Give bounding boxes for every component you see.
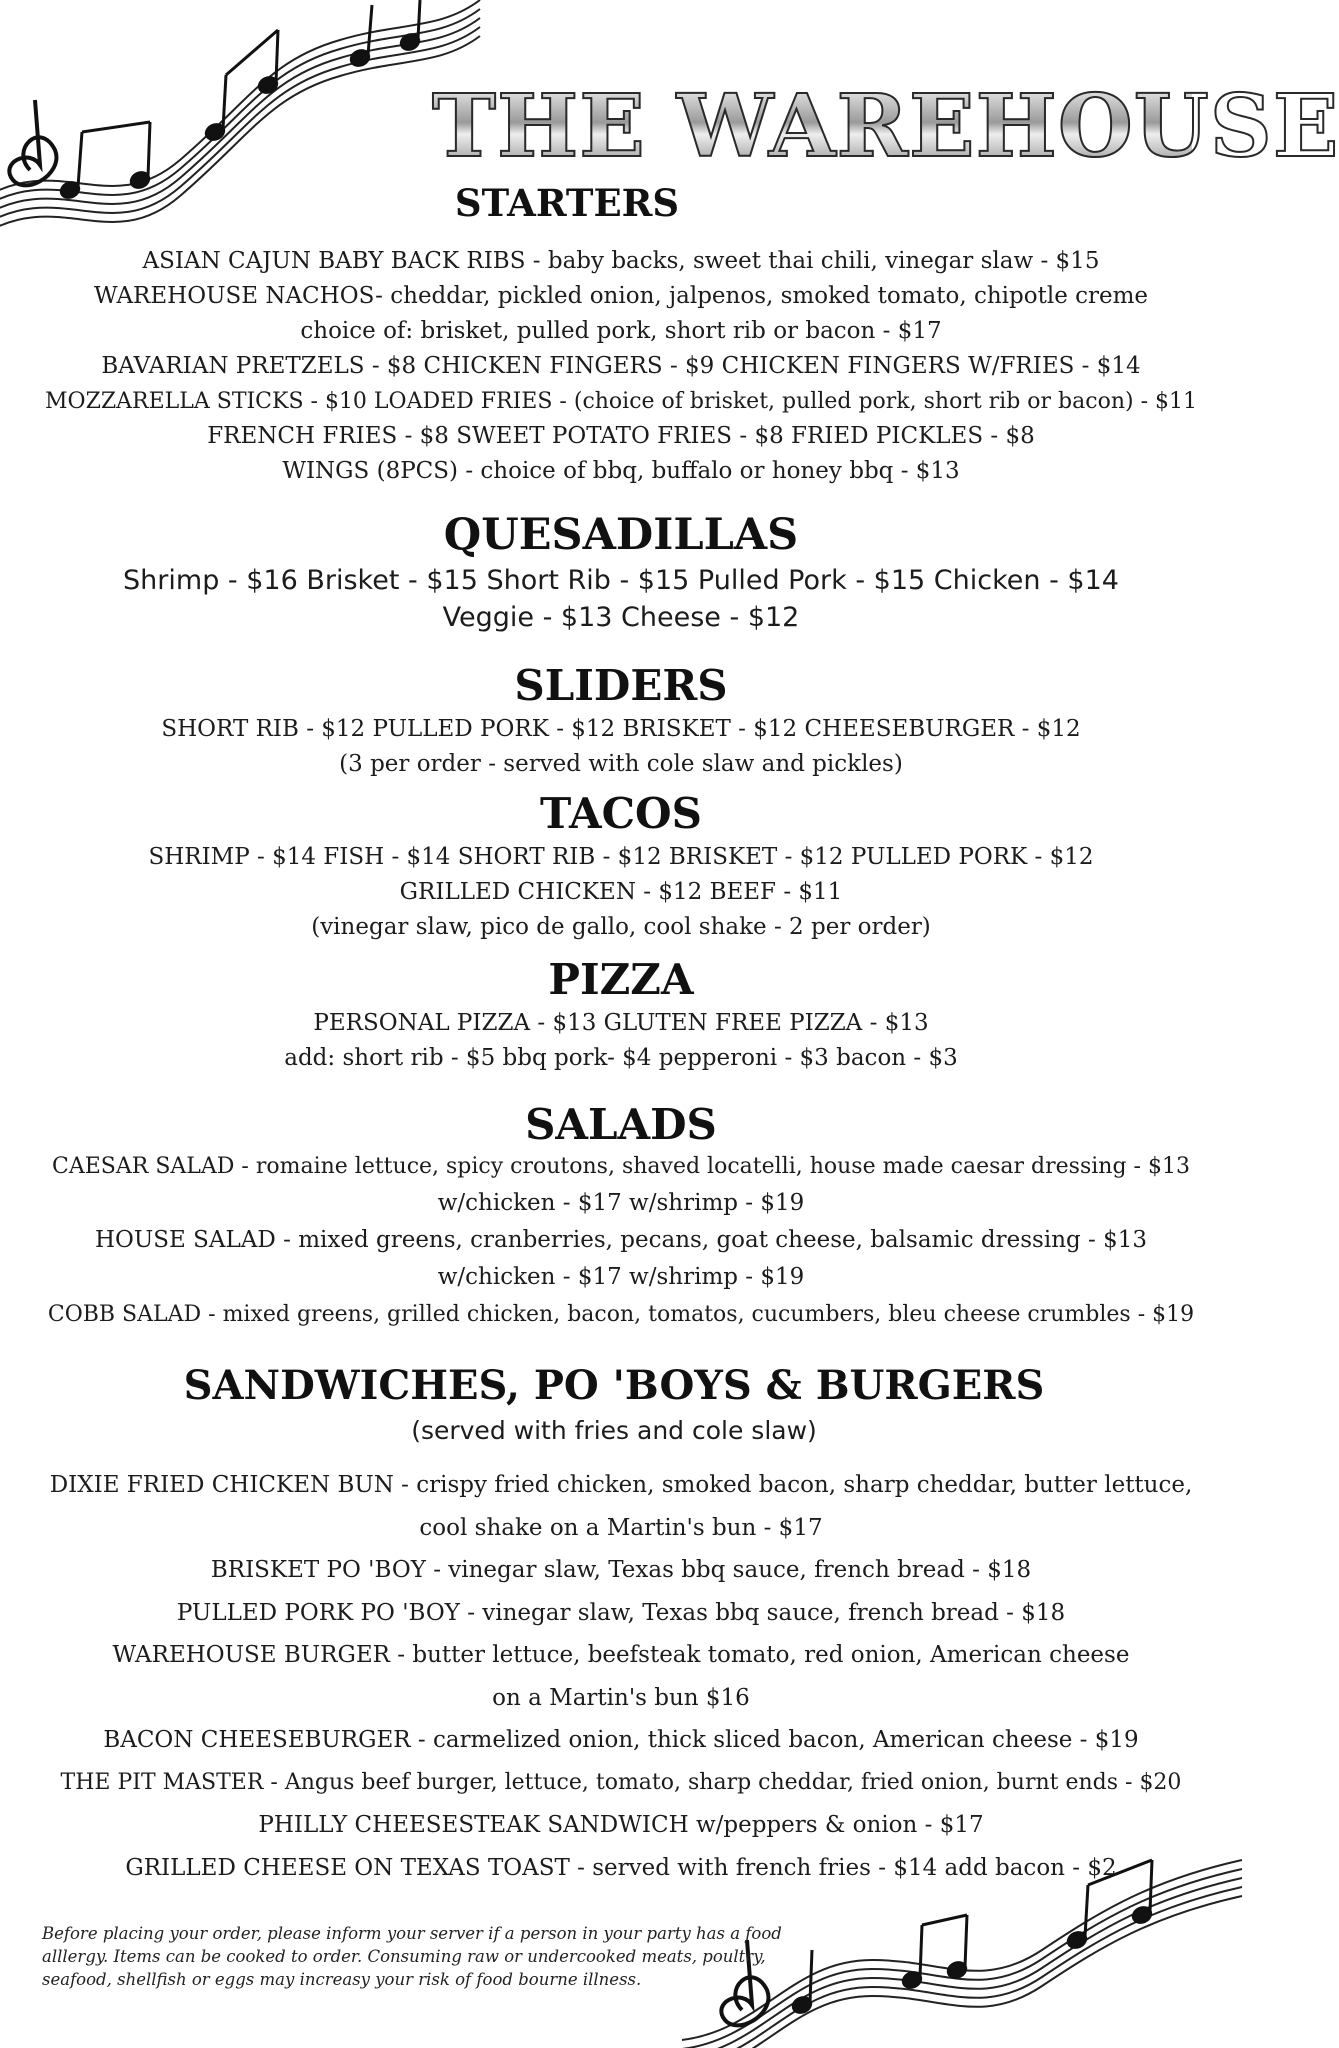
menu-line: choice of: brisket, pulled pork, short rib or bacon - $17 <box>300 318 942 344</box>
menu-line: (3 per order - served with cole slaw and pickles) <box>339 751 903 777</box>
disclaimer-line: alllergy. Items can be cooked to order. Consuming raw or undercooked meats, poultry, <box>42 1947 766 1966</box>
menu-line: COBB SALAD - mixed greens, grilled chicken, bacon, tomatos, cucumbers, bleu cheese crumbles - $19 <box>47 1302 1195 1327</box>
section-heading-tacos: TACOS <box>540 789 702 838</box>
menu-line: PULLED PORK PO 'BOY - vinegar slaw, Texas bbq sauce, french bread - $18 <box>176 1599 1066 1626</box>
menu-line: FRENCH FRIES - $8 SWEET POTATO FRIES - $8 FRIED PICKLES - $8 <box>207 423 1035 449</box>
section-subheading: (served with fries and cole slaw) <box>411 1416 817 1445</box>
pizza-section <box>0 954 1242 1076</box>
menu-line: HOUSE SALAD - mixed greens, cranberries, pecans, goat cheese, balsamic dressing - $13 <box>94 1227 1148 1253</box>
menu-line: SHRIMP - $14 FISH - $14 SHORT RIB - $12 BRISKET - $12 PULLED PORK - $12 <box>148 844 1094 870</box>
salads-section <box>0 1098 1242 1333</box>
menu-line: ASIAN CAJUN BABY BACK RIBS - baby backs, sweet thai chili, vinegar slaw - $15 <box>142 248 1100 274</box>
menu-line: GRILLED CHICKEN - $12 BEEF - $11 <box>399 879 843 905</box>
sliders-section <box>0 660 1242 782</box>
sandwiches-section <box>0 1358 1242 1889</box>
menu-line: SHORT RIB - $12 PULLED PORK - $12 BRISKET - $12 CHEESEBURGER - $12 <box>161 716 1081 742</box>
menu-line: Shrimp - $16 Brisket - $15 Short Rib - $15 Pulled Pork - $15 Chicken - $14 <box>123 565 1119 596</box>
section-heading-salads: SALADS <box>525 1100 717 1149</box>
section-heading-sandwiches: SANDWICHES, PO 'BOYS & BURGERS <box>183 1362 1045 1409</box>
menu-line: GRILLED CHEESE ON TEXAS TOAST - served with french fries - $14 add bacon - $2 <box>125 1854 1117 1881</box>
menu-line: WAREHOUSE BURGER - butter lettuce, beefsteak tomato, red onion, American cheese <box>112 1642 1130 1668</box>
disclaimer-line: seafood, shellfish or eggs may increasy your risk of food bourne illness. <box>42 1970 642 1989</box>
menu-line: DIXIE FRIED CHICKEN BUN - crispy fried chicken, smoked bacon, sharp cheddar, butter lettuce, <box>49 1472 1193 1498</box>
menu-line: CAESAR SALAD - romaine lettuce, spicy croutons, shaved locatelli, house made caesar dressing - $13 <box>52 1154 1190 1179</box>
disclaimer-line: Before placing your order, please inform your server if a person in your party has a food <box>42 1924 782 1943</box>
section-heading-sliders: SLIDERS <box>514 661 728 710</box>
menu-line: cool shake on a Martin's bun - $17 <box>419 1514 823 1541</box>
menu-line: WAREHOUSE NACHOS- cheddar, pickled onion, jalpenos, smoked tomato, chipotle creme <box>93 283 1149 309</box>
starters-section <box>0 176 1242 489</box>
menu-line: BACON CHEESEBURGER - carmelized onion, thick sliced bacon, American cheese - $19 <box>103 1727 1139 1753</box>
menu-line: PHILLY CHEESESTEAK SANDWICH w/peppers & onion - $17 <box>258 1812 984 1838</box>
menu-line: w/chicken - $17 w/shrimp - $19 <box>437 1190 805 1216</box>
quesadillas-section <box>0 508 1242 636</box>
menu-line: on a Martin's bun $16 <box>492 1684 750 1711</box>
tacos-section <box>0 788 1242 945</box>
menu-line: THE PIT MASTER - Angus beef burger, lettuce, tomato, sharp cheddar, fried onion, burnt ends - $20 <box>60 1769 1182 1795</box>
menu-line: Veggie - $13 Cheese - $12 <box>442 602 800 633</box>
section-heading-pizza: PIZZA <box>548 955 694 1004</box>
menu-line: w/chicken - $17 w/shrimp - $19 <box>437 1264 805 1290</box>
menu-line: MOZZARELLA STICKS - $10 LOADED FRIES - (choice of brisket, pulled pork, short rib or bacon) - $11 <box>45 389 1197 414</box>
menu-line: BAVARIAN PRETZELS - $8 CHICKEN FINGERS - $9 CHICKEN FINGERS W/FRIES - $14 <box>101 353 1141 379</box>
menu-line: add: short rib - $5 bbq pork- $4 pepperoni - $3 bacon - $3 <box>284 1045 958 1071</box>
menu-line: (vinegar slaw, pico de gallo, cool shake - 2 per order) <box>311 914 931 940</box>
menu-line: BRISKET PO 'BOY - vinegar slaw, Texas bbq sauce, french bread - $18 <box>210 1557 1032 1583</box>
allergy-disclaimer <box>42 1922 782 1991</box>
menu-line: PERSONAL PIZZA - $13 GLUTEN FREE PIZZA - $13 <box>313 1010 929 1036</box>
restaurant-title: THE WAREHOUSE <box>432 76 1339 177</box>
section-heading-starters: STARTERS <box>454 181 680 225</box>
menu-line: WINGS (8PCS) - choice of bbq, buffalo or honey bbq - $13 <box>282 458 960 484</box>
section-heading-quesadillas: QUESADILLAS <box>443 510 799 560</box>
